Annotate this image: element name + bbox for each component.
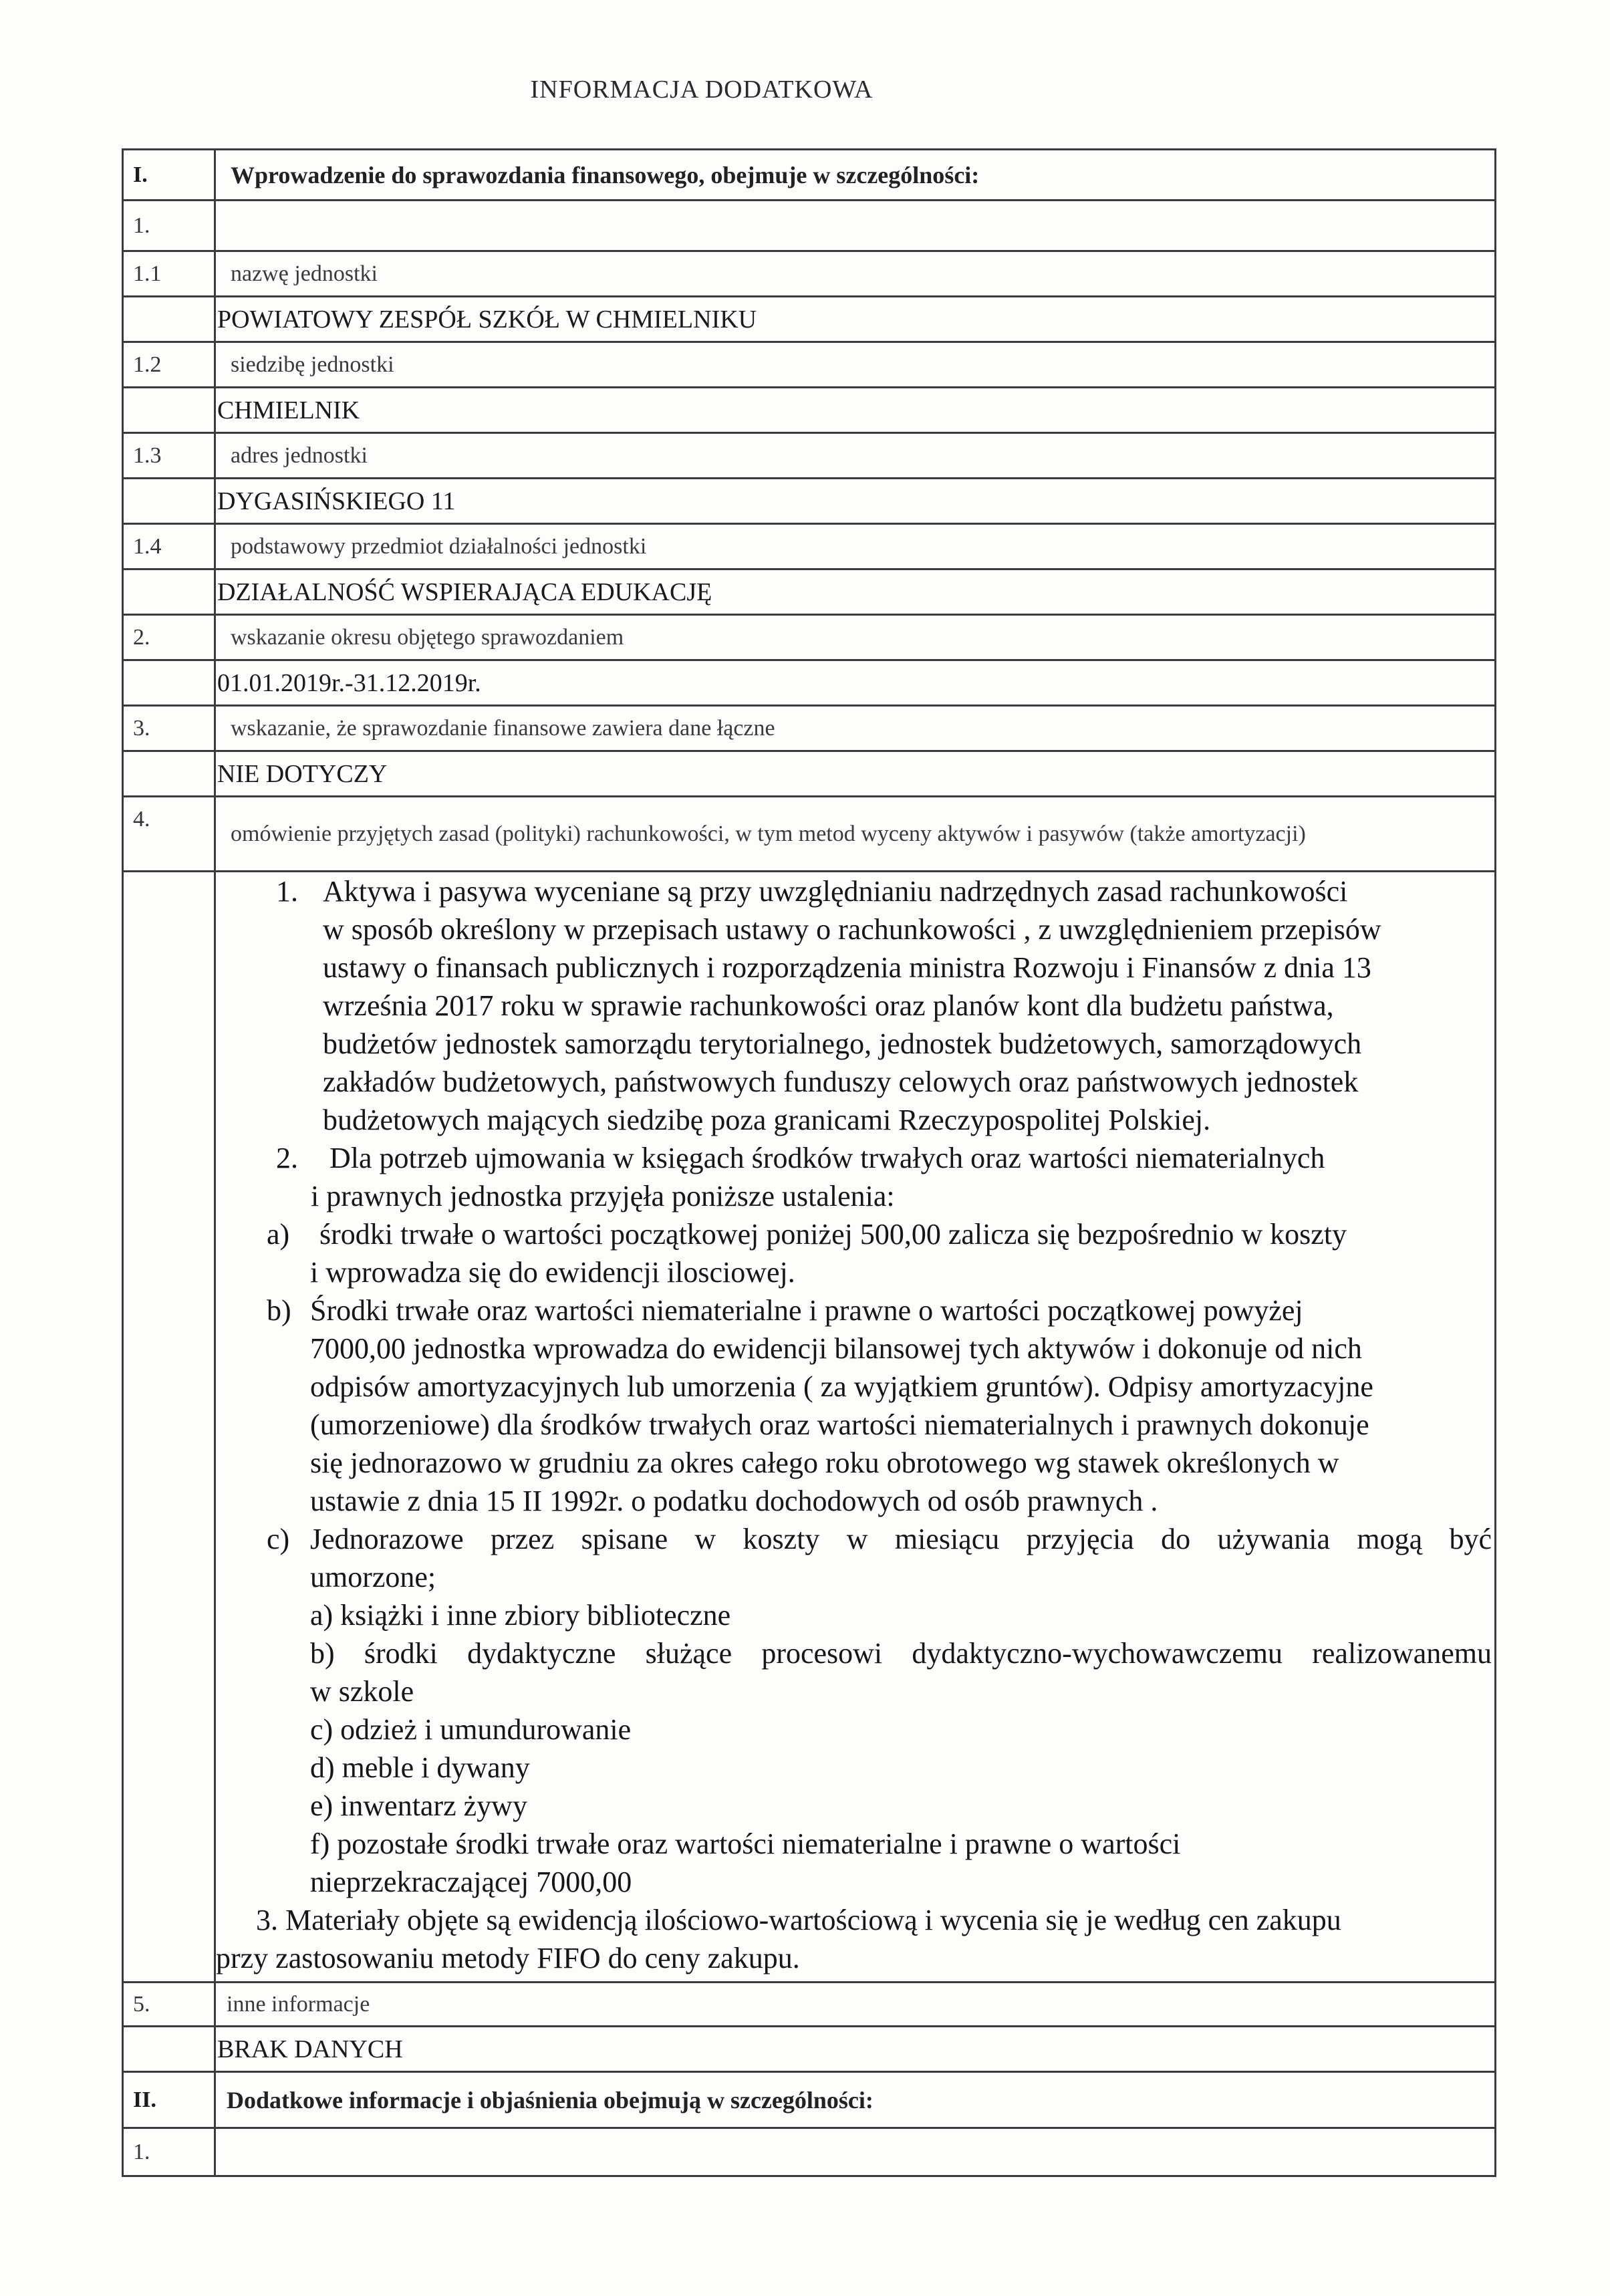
row-1 (123, 201, 1496, 251)
policy-point-b-line: ustawie z dnia 15 II 1992r. o podatku dochodowych od osób prawnych . (310, 1485, 1158, 1517)
row-1-2-value-row (123, 388, 1496, 433)
sublist-item: w szkole (310, 1675, 414, 1708)
section-1-number: I. (123, 150, 215, 201)
sublist-item: b) środki dydaktyczne służące procesowi dydaktyczno-wychowawczemu realizowanemu (310, 1637, 1492, 1670)
policy-point-a (216, 1215, 1492, 1291)
row-2-value-spacer (123, 660, 215, 706)
row-1-3-value-row (123, 479, 1496, 524)
section-2-header-row (123, 2072, 1496, 2128)
policy-point-b-line: odpisów amortyzacyjnych lub umorzenia ( za wyjątkiem gruntów). Odpisy amortyzacyjne (310, 1370, 1373, 1403)
row-1-2-value-spacer (123, 388, 215, 433)
row-1-1-label: nazwę jednostki (215, 251, 1496, 297)
sublist-item: nieprzekraczającej 7000,00 (310, 1866, 632, 1898)
row-1-3-value-spacer (123, 479, 215, 524)
row-5-number: 5. (123, 1983, 215, 2027)
policy-point-c (216, 1520, 1492, 1596)
section-1-heading: Wprowadzenie do sprawozdania finansowego, obejmuje w szczególności: (215, 150, 1496, 201)
policy-point-1-line: w sposób określony w przepisach ustawy o rachunkowości , z uwzględnieniem przepisów (323, 913, 1381, 946)
policy-point-2-marker: 2. (276, 1142, 298, 1174)
policy-point-c-marker: c) (267, 1523, 290, 1555)
row-4-label-row (123, 797, 1496, 872)
row-1-2-label: siedzibę jednostki (215, 342, 1496, 388)
unit-address-value: DYGASIŃSKIEGO 11 (215, 479, 1496, 524)
row-1-2-label-row (123, 342, 1496, 388)
unit-activity-value: DZIAŁALNOŚĆ WSPIERAJĄCA EDUKACJĘ (215, 569, 1496, 615)
row-1-4-value-row (123, 569, 1496, 615)
policy-point-a-line: i wprowadza się do ewidencji ilosciowej. (310, 1256, 795, 1289)
section-1-header-row (123, 150, 1496, 201)
policy-point-1-marker: 1. (276, 875, 298, 908)
row-1-4-value-spacer (123, 569, 215, 615)
section-2-row-1 (123, 2128, 1496, 2176)
row-1-3-label: adres jednostki (215, 433, 1496, 479)
policy-point-1 (216, 872, 1492, 1139)
row-5-label-row (123, 1983, 1496, 2027)
row-4-number: 4. (123, 797, 215, 872)
row-1-1-value-spacer (123, 297, 215, 342)
row-1-4-number: 1.4 (123, 524, 215, 569)
sublist-item: a) książki i inne zbiory biblioteczne (310, 1599, 731, 1632)
sublist-item: e) inwentarz żywy (310, 1789, 527, 1822)
row-1-number: 1. (123, 201, 215, 251)
section-2-heading: Dodatkowe informacje i objaśnienia obejmują w szczególności: (215, 2072, 1496, 2128)
accounting-policy-text (215, 872, 1496, 1983)
row-1-4-label: podstawowy przedmiot działalności jednostki (215, 524, 1496, 569)
sublist-item: f) pozostałe środki trwałe oraz wartości niematerialne i prawne o wartości (310, 1827, 1181, 1860)
policy-point-2 (216, 1139, 1492, 1215)
row-4-label: omówienie przyjętych zasad (polityki) rachunkowości, w tym metod wyceny aktywów i pasywów (także amortyzacji) (215, 797, 1496, 872)
unit-seat-value: CHMIELNIK (215, 388, 1496, 433)
reporting-period-value: 01.01.2019r.-31.12.2019r. (215, 660, 1496, 706)
section-2-row-1-empty-cell (215, 2128, 1496, 2176)
sublist-item: d) meble i dywany (310, 1751, 530, 1784)
row-5-value-spacer (123, 2027, 215, 2072)
policy-point-b-line: się jednorazowo w grudniu za okres całego roku obrotowego wg stawek określonych w (310, 1446, 1339, 1479)
row-1-4-label-row (123, 524, 1496, 569)
row-1-empty-cell (215, 201, 1496, 251)
policy-point-b-line: Środki trwałe oraz wartości niematerialne i prawne o wartości początkowej powyżej (310, 1294, 1303, 1327)
policy-point-1-line: budżetów jednostek samorządu terytorialnego, jednostek budżetowych, samorządowych (323, 1027, 1362, 1060)
row-1-1-value-row (123, 297, 1496, 342)
policy-point-c-line: umorzone; (310, 1561, 436, 1593)
policy-point-3-line: przy zastosowaniu metody FIFO do ceny zakupu. (216, 1942, 800, 1974)
combined-data-value: NIE DOTYCZY (215, 751, 1496, 797)
policy-point-b-line: 7000,00 jednostka wprowadza do ewidencji bilansowej tych aktywów i dokonuje od nich (310, 1332, 1362, 1365)
policy-point-1-line: września 2017 roku w sprawie rachunkowości oraz planów kont dla budżetu państwa, (323, 989, 1334, 1022)
other-info-value: BRAK DANYCH (215, 2027, 1496, 2072)
row-2-value-row (123, 660, 1496, 706)
row-3-label: wskazanie, że sprawozdanie finansowe zawiera dane łączne (215, 706, 1496, 751)
section-2-row-1-number: 1. (123, 2128, 215, 2176)
row-1-1-label-row (123, 251, 1496, 297)
section-2-number: II. (123, 2072, 215, 2128)
row-3-label-row (123, 706, 1496, 751)
sublist-item: c) odzież i umundurowanie (310, 1713, 632, 1746)
row-1-3-label-row (123, 433, 1496, 479)
row-3-value-spacer (123, 751, 215, 797)
policy-point-3-line: 3. Materiały objęte są ewidencją ilościowo-wartościową i wycenia się je według cen zakupu (256, 1904, 1341, 1936)
policy-point-1-line: Aktywa i pasywa wyceniane są przy uwzględnianiu nadrzędnych zasad rachunkowości (323, 875, 1348, 908)
row-3-value-row (123, 751, 1496, 797)
row-5-label: inne informacje (215, 1983, 1496, 2027)
policy-point-b-marker: b) (267, 1294, 291, 1327)
policy-point-2-line: Dla potrzeb ujmowania w księgach środków trwałych oraz wartości niematerialnych (329, 1142, 1325, 1174)
policy-point-2-line: i prawnych jednostka przyjęła poniższe ustalenia: (311, 1180, 895, 1213)
accounting-policy-row (123, 872, 1496, 1983)
policy-point-c-line: Jednorazowe przez spisane w koszty w miesiącu przyjęcia do używania mogą być (310, 1523, 1492, 1555)
row-5-value-row (123, 2027, 1496, 2072)
row-1-2-number: 1.2 (123, 342, 215, 388)
row-1-1-number: 1.1 (123, 251, 215, 297)
row-2-label-row (123, 615, 1496, 660)
policy-sublist (216, 1596, 1492, 1901)
row-2-number: 2. (123, 615, 215, 660)
policy-point-1-line: budżetowych mających siedzibę poza granicami Rzeczypospolitej Polskiej. (323, 1104, 1211, 1136)
row-4-value-spacer (123, 872, 215, 1983)
row-3-number: 3. (123, 706, 215, 751)
document-title: INFORMACJA DODATKOWA (530, 76, 874, 104)
policy-point-1-line: zakładów budżetowych, państwowych funduszy celowych oraz państwowych jednostek (323, 1065, 1359, 1098)
policy-point-3 (216, 1901, 1492, 1977)
policy-point-b-line: (umorzeniowe) dla środków trwałych oraz wartości niematerialnych i prawnych dokonuje (310, 1408, 1369, 1441)
information-table (122, 148, 1496, 2177)
policy-point-a-line: środki trwałe o wartości początkowej poniżej 500,00 zalicza się bezpośrednio w koszty (319, 1218, 1347, 1251)
policy-point-1-line: ustawy o finansach publicznych i rozporządzenia ministra Rozwoju i Finansów z dnia 13 (323, 951, 1371, 984)
row-1-3-number: 1.3 (123, 433, 215, 479)
row-2-label: wskazanie okresu objętego sprawozdaniem (215, 615, 1496, 660)
policy-point-a-marker: a) (267, 1218, 290, 1251)
unit-name-value: POWIATOWY ZESPÓŁ SZKÓŁ W CHMIELNIKU (215, 297, 1496, 342)
policy-point-b (216, 1291, 1492, 1520)
